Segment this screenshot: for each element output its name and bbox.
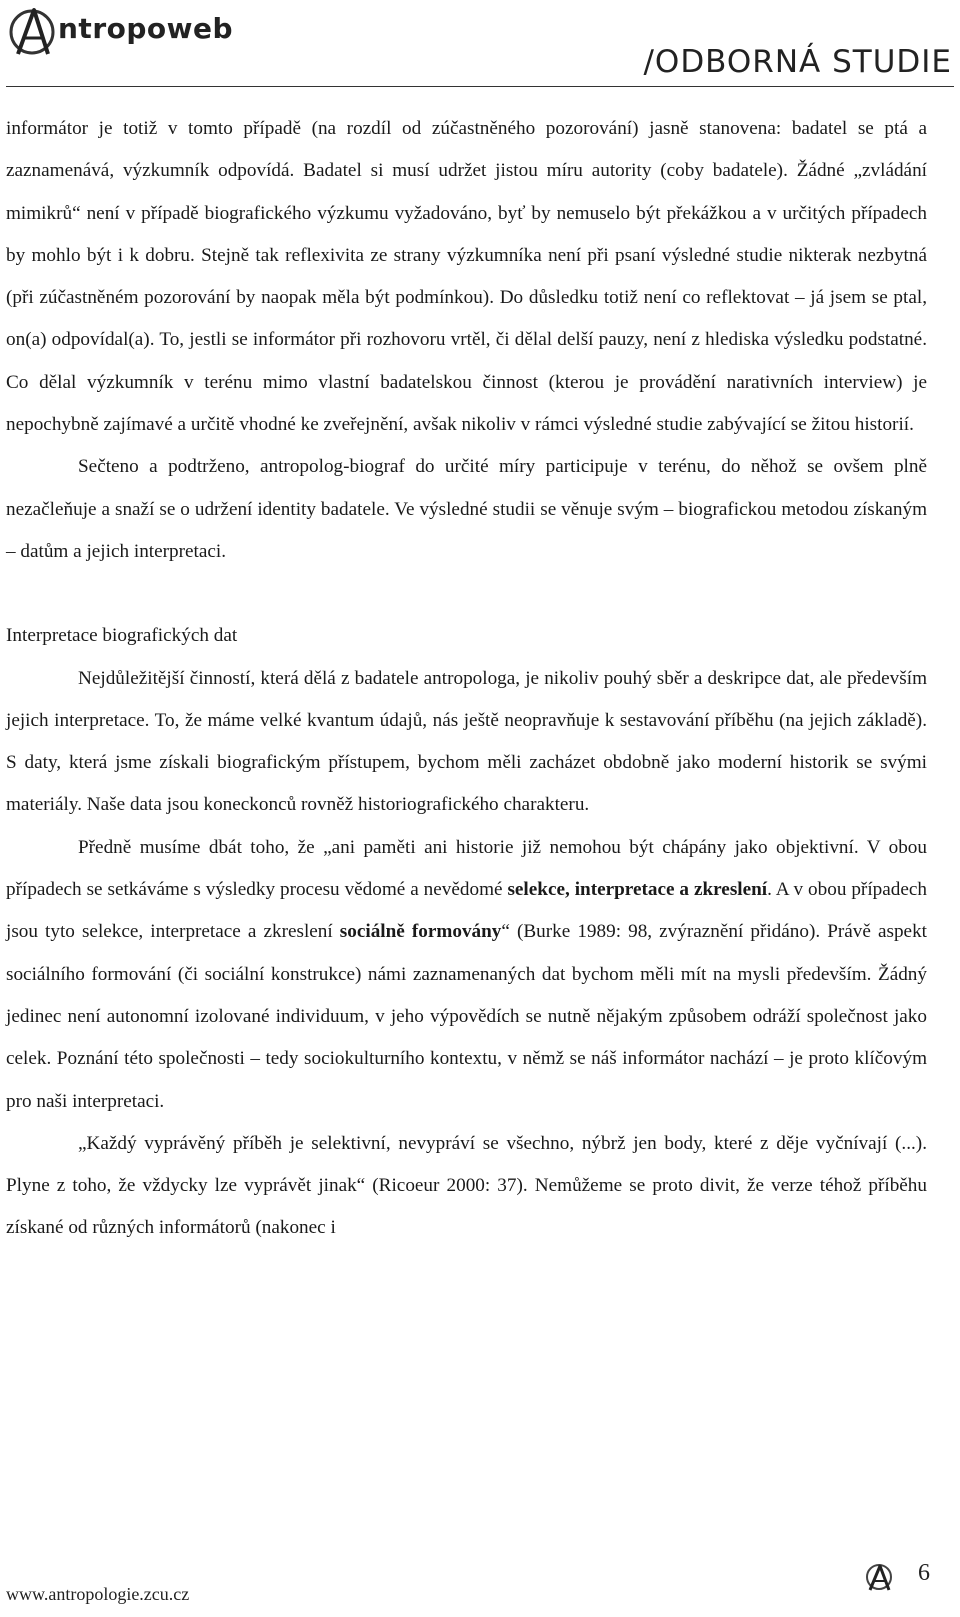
page-header bbox=[0, 0, 960, 100]
logo-wordmark: ntropoweb bbox=[58, 12, 234, 45]
paragraph-interpretation: Nejdůležitější činností, která dělá z badatele antropologa, je nikoliv pouhý sběr a deskripce dat, ale především jejich interpretace. To, že máme velké kvantum údajů, nás ještě neopravňuje k sestavování příběhu (na jejich základě). S daty, která jsme získali biografickým přístupem, bychom měli zacházet obdobně jako moderní historik se svými materiály. Naše data jsou koneckonců rovněž historiografického charakteru. bbox=[6, 667, 927, 816]
quote-text: Předně musíme dbát toho, že „ani paměti ani historie již nemohou být chápány jako objektivní. V obou případech se setkáváme s výsledky procesu vědomé a nevědomé bbox=[6, 836, 927, 901]
paragraph-burke-quote bbox=[6, 827, 927, 1123]
section-gap bbox=[6, 573, 927, 615]
header-divider bbox=[6, 86, 954, 87]
footer-url: www.antropologie.zcu.cz bbox=[6, 1584, 190, 1604]
quote-text: . A v obou případech jsou tyto selekce, interpretace a zkreslení bbox=[6, 879, 927, 943]
emphasis-socially-formed: sociálně formovány bbox=[339, 921, 502, 943]
page-footer bbox=[0, 1530, 960, 1617]
page-number: 6 bbox=[918, 1560, 930, 1586]
section-heading: Interpretace biografických dat bbox=[6, 625, 238, 647]
emphasis-selection: selekce, interpretace a zkreslení bbox=[507, 879, 768, 901]
antropoweb-logo bbox=[8, 4, 238, 64]
paragraph-summary: Sečteno a podtrženo, antropolog-biograf do určité míry participuje v terénu, do něhož se ovšem plně nezačleňuje a snaží se o udržení identity badatele. Ve výsledné studii se věnuje svým – biografickou metodou získaným – datům a jejich interpretaci. bbox=[6, 456, 927, 562]
quote-text: “ (Burke 1989: 98, zvýraznění přidáno). Právě aspekt sociálního formování (či sociální konstrukce) námi zaznamenaných dat bychom měli mít na mysli především. Žádný jedinec není autonomní izolované individuum, v jeho výpovědích se nutně nějakým způsobem odráží společnost jako celek. Poznání této společnosti – tedy sociokulturního kontextu, v němž se náš informátor nachází – je proto klíčovým pro naši interpretaci. bbox=[6, 921, 927, 1112]
footer-logo-icon bbox=[862, 1562, 900, 1592]
section-label: /ODBORNÁ STUDIE bbox=[643, 44, 952, 80]
paragraph-ricoeur-quote: „Každý vyprávěný příběh je selektivní, nevypráví se všechno, nýbrž jen body, které z děje vyčnívají (...). Plyne z toho, že vždycky lze vyprávět jinak“ (Ricoeur 2000: 37). Nemůžeme se proto divit, že verze téhož příběhu získané od různých informátorů (nakonec i bbox=[6, 1132, 927, 1239]
paragraph-continued: informátor je totiž v tomto případě (na rozdíl od zúčastněného pozorování) jasně stanovena: badatel se ptá a zaznamenává, výzkumník odpovídá. Badatel si musí udržet jistou míru autority (coby badatele). Žádné „zvládání mimikrů“ není v případě biografického výzkumu vyžadováno, byť by nemuselo být překážkou a v určitých případech by mohlo být i k dobru. Stejně tak reflexivita ze strany výzkumníka není při psaní výsledné studie nikterak nezbytná (při zúčastněném pozorování by naopak měla být podmínkou). Do důsledku totiž není co reflektovat – já jsem se ptal, on(a) odpovídal(a). To, jestli se informátor při rozhovoru vrtěl, či dělal delší pauzy, není z hlediska výsledku podstatné. Co dělal výzkumník v terénu mimo vlastní badatelskou činnost (kterou je provádění narativních interview) je nepochybně zajímavé a určitě vhodné ke zveřejnění, avšak nikoliv v rámci výsledné studie zabývající se žitou historií. bbox=[6, 118, 927, 436]
article-body bbox=[6, 108, 927, 1250]
